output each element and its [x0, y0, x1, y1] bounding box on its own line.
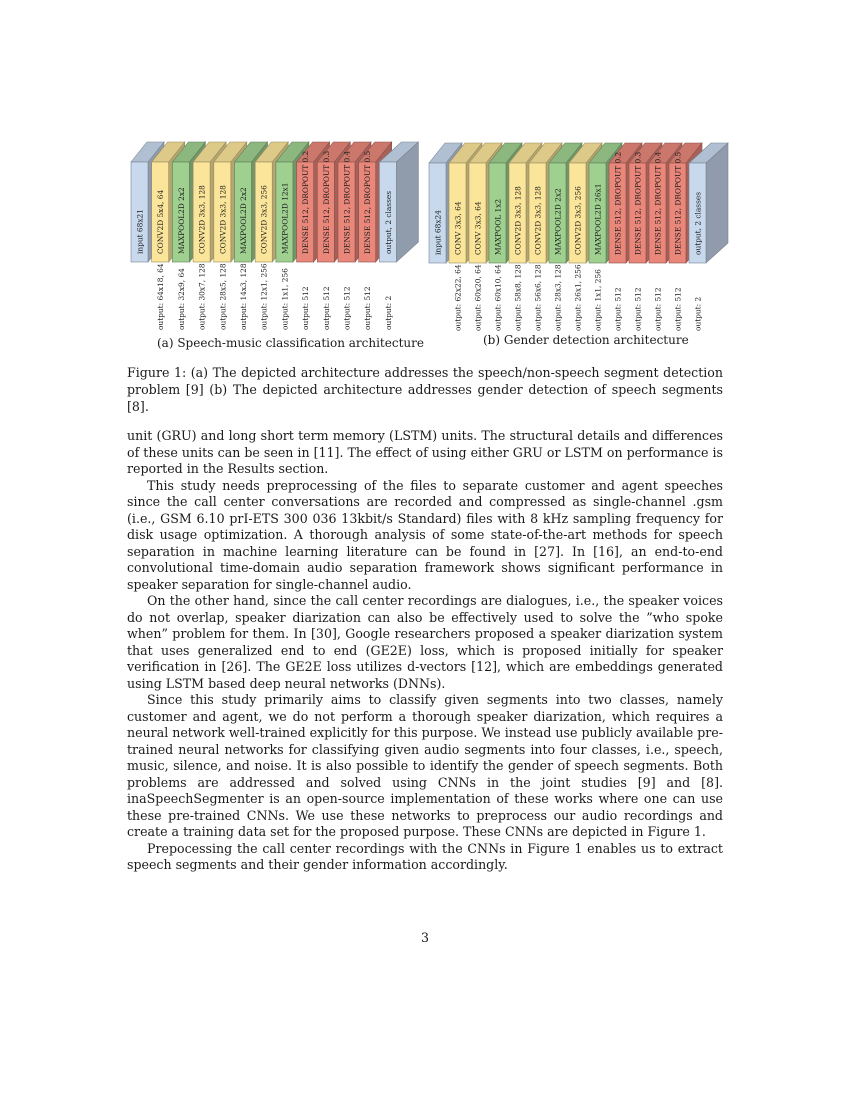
panel-b-layer-label: CONV2D 3x3, 128 — [533, 186, 543, 255]
subcaption-b: (b) Gender detection architecture — [483, 333, 689, 347]
paragraph: This study needs preprocessing of the files to separate customer and agent speeches since the call center conversations are recorded and compressed as single-channel .gsm (i.e., GSM 6.10 prI-ETS 300 036 13kbit/s Standard) files with 8 kHz sampling frequency for disk usage optimization. A thorough analysis of some state-of-the-art methods for speech separation in machine learning literature can be found in [27]. In [16], an end-to-end convolutional time-domain audio separation framework shows significant performance in speaker separation for single-channel audio. — [127, 477, 723, 592]
panel-b-layer-label: CONV 3x3, 64 — [473, 201, 483, 255]
panel-a-layer-label: input 68x21 — [135, 209, 145, 254]
panel-a-output-label: output: 30x7, 128 — [197, 263, 207, 330]
panel-a-output-label: output: 512 — [363, 286, 373, 330]
panel-a-output-label: output: 28x5, 128 — [218, 263, 228, 330]
paragraph: unit (GRU) and long short term memory (LSTM) units. The structural details and differences of these units can be seen in [11]. The effect of using either GRU or LSTM on performance is reported in the Results section. — [127, 428, 723, 476]
panel-a-layer-label: CONV2D 3x3, 128 — [197, 185, 207, 254]
panel-a-output-label: output: 512 — [301, 286, 311, 330]
paragraph: On the other hand, since the call center recordings are dialogues, i.e., the speaker voices do not overlap, speaker diarization can also be effectively used to solve the ”who spoke when” problem for them. In [30], Google researchers proposed a speaker diarization system that uses generalized end to end (GE2E) loss, which is proposed initially for speaker verification in [26]. The GE2E loss utilizes d-vectors [12], which are embeddings generated using LSTM based deep neural networks (DNNs). — [127, 593, 723, 691]
paragraph: Since this study primarily aims to classify given segments into two classes, namely customer and agent, we do not perform a thorough speaker diarization, which requires a neural network well-trained explicitly for this purpose. We instead use publicly available pre-trained neural networks for classifying given audio segments into four classes, i.e., speech, music, silence, and noise. It is also possible to identify the gender of speech segments. Both problems are addressed and solved using CNNs in the joint studies [9] and [8]. inaSpeechSegmenter is an open-source implementation of these works where one can use these pre-trained CNNs. We use these networks to preprocess our audio recordings and create a training data set for the proposed purpose. These CNNs are depicted in Figure 1. — [127, 692, 723, 839]
panel-a-layer-label: DENSE 512, DROPOUT 0.4 — [342, 150, 352, 254]
layer-side-face — [706, 143, 728, 263]
panel-a-output-label: output: 12x1, 256 — [259, 263, 269, 330]
panel-b-output-label: output: 28x3, 128 — [553, 264, 563, 331]
panel-b-layer-label: DENSE 512, DROPOUT 0.2 — [613, 151, 623, 255]
panel-b-output-label: output: 512 — [673, 287, 683, 331]
panel-a-layer-output — [379, 142, 418, 330]
panel-a-output-label: output: 512 — [342, 286, 352, 330]
panel-b-output-label: output: 60x20, 64 — [473, 264, 483, 331]
panel-b-layer-label: CONV2D 3x3, 256 — [573, 186, 583, 255]
panel-a-layer-label: DENSE 512, DROPOUT 0.3 — [321, 150, 331, 254]
panel-a-layer-label: output, 2 classes — [383, 190, 393, 254]
panel-b-layer-label: CONV 3x3, 64 — [453, 201, 463, 255]
panel-a-layer-label: CONV2D 3x3, 256 — [259, 185, 269, 254]
panel-b-layer-label: MAXPOOL2D 2x2 — [553, 188, 563, 255]
layer-side-face — [396, 142, 418, 262]
panel-b-output-label: output: 512 — [613, 287, 623, 331]
panel-b-diagram — [429, 143, 728, 331]
panel-b-layer-label: MAXPOOL 1x2 — [493, 198, 503, 255]
panel-a-output-label: output: 14x3, 128 — [239, 263, 248, 330]
panel-b-layer-output — [689, 143, 728, 331]
panel-a-layer-label: DENSE 512, DROPOUT 0.5 — [363, 150, 373, 254]
panel-a-layer-label: CONV2D 5x4, 64 — [156, 189, 166, 254]
panel-a-output-label: output: 64x18, 64 — [156, 263, 166, 330]
panel-b-output-label: output: 26x1, 256 — [573, 264, 583, 331]
panel-a-layer-label: DENSE 512, DROPOUT 0.2 — [301, 150, 311, 254]
panel-a-diagram — [131, 142, 418, 330]
figure-caption: Figure 1: (a) The depicted architecture addresses the speech/non-speech segment detection problem [9] (b) The depicted architecture addresses gender detection of speech segments [8]. — [127, 365, 723, 414]
page-number: 3 — [420, 930, 429, 945]
panel-b-layer-label: DENSE 512, DROPOUT 0.5 — [673, 151, 683, 255]
subcaption-a: (a) Speech-music classification architecture — [157, 336, 424, 350]
panel-b-layer-label: output, 2 classes — [693, 191, 703, 255]
panel-a-output-label: output: 1x1, 256 — [280, 268, 290, 330]
panel-a-layer-label: MAXPOOL2D 2x2 — [176, 187, 186, 254]
panel-b-output-label: output: 58x8, 128 — [513, 264, 523, 331]
panel-b-output-label: output: 56x6, 128 — [533, 264, 543, 331]
panel-b-output-label: output: 62x22, 64 — [453, 264, 463, 331]
panel-a-output-label: output: 512 — [321, 286, 331, 330]
panel-b-output-label: output: 512 — [633, 287, 643, 331]
panel-a-layer-label: MAXPOOL2D 12x1 — [280, 182, 290, 254]
architecture-figure — [0, 120, 850, 350]
body-text — [127, 428, 723, 874]
panel-a-layer-label: MAXPOOL2D 2x2 — [239, 187, 248, 254]
paragraph: Prepocessing the call center recordings with the CNNs in Figure 1 enables us to extract speech segments and their gender information accordingly. — [127, 840, 723, 872]
panel-a-output-label: output: 32x9, 64 — [176, 268, 186, 330]
panel-b-output-label: output: 512 — [653, 287, 663, 331]
panel-b-layer-label: MAXPOOL2D 26x1 — [593, 183, 603, 255]
panel-b-output-label: output: 60x10, 64 — [493, 264, 503, 331]
panel-b-output-label: output: 1x1, 256 — [593, 269, 603, 331]
panel-a-output-label: output: 2 — [383, 295, 393, 330]
panel-b-layer-label: DENSE 512, DROPOUT 0.4 — [653, 151, 663, 255]
panel-a-layer-label: CONV2D 3x3, 128 — [218, 185, 228, 254]
panel-b-layer-label: input 68x24 — [433, 210, 443, 255]
panel-b-layer-label: CONV2D 3x3, 128 — [513, 186, 523, 255]
panel-b-layer-label: DENSE 512, DROPOUT 0.3 — [633, 151, 643, 255]
panel-b-output-label: output: 2 — [693, 296, 703, 331]
